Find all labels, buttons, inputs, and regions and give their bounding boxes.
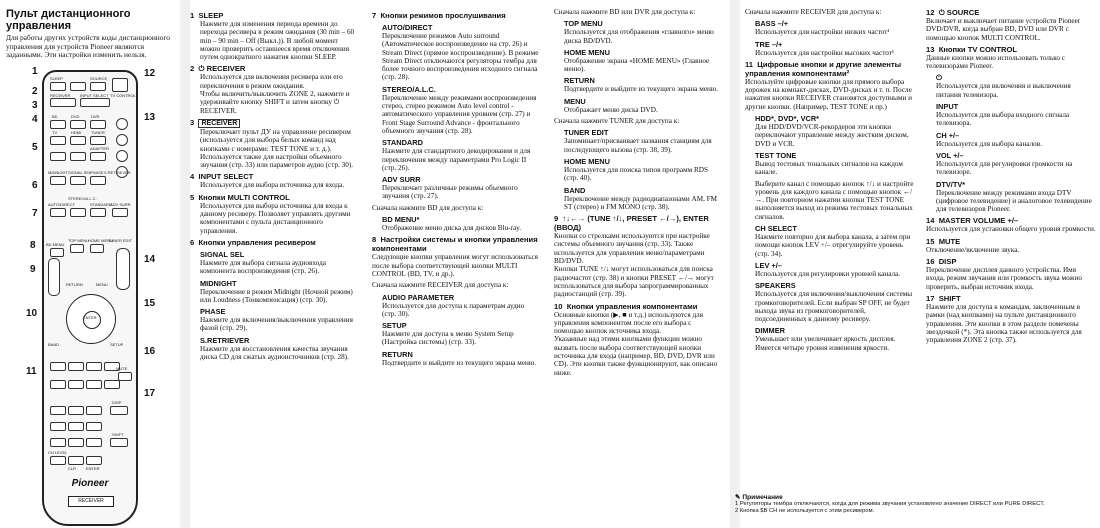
item-heading: AUDIO PARAMETER <box>382 292 455 302</box>
item-text: Используется для выбора каналов. <box>936 139 1042 148</box>
item-text: Используется для регулировки уровней канала. <box>755 269 901 278</box>
remote-button <box>50 208 66 217</box>
remote-label: TV CONTROL <box>110 93 136 98</box>
remote-button <box>90 208 106 217</box>
intro-text: Для работы других устройств коды дистанционного управления для устройств Pioneer являются заданными. Эти настройки изменить нельзя. <box>6 33 171 60</box>
remote-label: HDMI <box>71 130 82 135</box>
number-key <box>50 422 66 431</box>
section-text: Следующие кнопки управления могут использоваться после выбора соответствующей кнопки MULTI CONTROL (BD, TV, и др.). <box>372 253 538 278</box>
item-text: Нажмите для включения/выключения управления фазой (стр. 29). <box>200 316 353 333</box>
section-text: Используется для установки общего уровня громкости. <box>926 225 1096 234</box>
section-text: Переключение дисплея данного устройства. Имя входа, режим звучания или громкость звука можно проверить, выбрав источник входа. <box>926 266 1082 291</box>
remote-button <box>86 380 102 389</box>
remote-button <box>70 208 86 217</box>
section-heading: 14 MASTER VOLUME +/– <box>926 216 1019 226</box>
callout-number: 16 <box>144 346 156 357</box>
remote-label: PHASE <box>90 170 104 175</box>
item-text: Нажмите повторно для выбора канала, а затем при помощи кнопок LEV +/– отрегулируйте уровень (стр. 34). <box>755 233 911 258</box>
section-heading: 17 SHIFT <box>926 293 961 303</box>
remote-button <box>112 78 128 92</box>
remote-label: BD <box>52 114 58 119</box>
section-heading: 10 Кнопки управления компонентами <box>554 301 698 311</box>
column-2 <box>190 8 358 488</box>
section-heading: 6 Кнопки управления ресивером <box>190 237 316 247</box>
section-text: Отключение/включение звука. <box>926 245 1020 254</box>
remote-label: SHIFT <box>112 432 124 437</box>
footnote-line: 2 Кнопка $B CH не используется с этим ресивером. <box>735 508 875 514</box>
item-heading: AUTO/DIRECT <box>382 23 433 32</box>
remote-control-illustration <box>42 70 138 526</box>
item-heading: MENU <box>564 96 586 106</box>
remote-label: ADAPTER <box>90 146 109 151</box>
item-text: Отображение меню диска для дисков Blu-ray. <box>382 224 522 233</box>
item-heading: TUNER EDIT <box>564 128 609 138</box>
remote-label: RECEIVER <box>50 93 71 98</box>
remote-label: SOURCE <box>90 76 108 81</box>
callout-number: 14 <box>144 254 156 265</box>
remote-button <box>90 82 106 91</box>
section-heading: 7 Кнопки режимов прослушивания <box>372 11 506 20</box>
callout-number: 8 <box>30 240 36 251</box>
access-note: Сначала нажмите BD или DVR для доступа к: <box>554 8 696 16</box>
item-heading: ADV SURR <box>382 175 421 185</box>
callout-number: 5 <box>32 142 38 153</box>
remote-label: ENTER <box>86 466 100 471</box>
section-heading: 11 Цифровые кнопки и другие элементы управления компонентами² <box>745 59 902 78</box>
item-heading: MIDNIGHT <box>200 278 237 288</box>
remote-button <box>90 152 106 161</box>
section-text: Используется для выбора источника для входа к данному ресиверу. Позволяет управлять другими компонентами с пульта дистанционного управления. <box>200 201 351 235</box>
remote-button <box>86 362 102 371</box>
number-key <box>68 422 84 431</box>
number-key <box>68 438 84 447</box>
section-heading: 8 Настройки системы и кнопки управления компонентами <box>372 235 538 254</box>
section-text: Нажмите для доступа к командам, заключенным в рамки (над кнопками) на пульте дистанционного управления. Эти кнопки в этом разделе помечены звездочкой (*). Эта кнопка также используется для управления ZONE 2 (стр. 37). <box>926 302 1082 345</box>
section-heading: 9 ↑↓←→ (TUNE ↑/↓, PRESET ←/→), ENTER (ВВОД) <box>554 214 709 233</box>
receiver-label: RECEIVER <box>68 496 114 507</box>
item-text: Выберите канал с помощью кнопок ↑/↓ и настройте уровень для каждого канала с помощью кнопок ←/→. При повторном нажатии кнопки TEST TONE выполняется выход из режима тестовых тональных сигналов. <box>755 179 914 221</box>
item-heading: INPUT <box>936 102 959 112</box>
remote-label: CLR <box>68 466 77 471</box>
footnote: ✎ Примечание 1 Регуляторы тембра отключаются, когда для режима звучания установлено значение DIRECT или PURE DIRECT. 2 Кнопка $B CH не используется с этим ресивером. <box>735 493 1095 515</box>
item-text: Подтвердите и выйдите из текущего экрана меню. <box>382 358 537 367</box>
column-3 <box>372 8 540 488</box>
item-text: Переключение между радиодиапазонами AM, FM ST (стерео) и FM MONO (стр. 38). <box>564 194 718 211</box>
callout-number: 7 <box>32 208 38 219</box>
number-key <box>50 438 66 447</box>
callout-number: 10 <box>26 308 38 319</box>
item-heading: DIMMER <box>755 326 785 336</box>
remote-button <box>68 380 84 389</box>
remote-label: SIGNAL SEL <box>68 170 92 175</box>
item-text: Отображает меню диска DVD. <box>564 105 658 114</box>
remote-button <box>90 244 104 253</box>
remote-button <box>50 362 66 371</box>
item-text: Используется для выбора входного сигнала телевизора. <box>936 111 1070 128</box>
remote-label: STEREO/A.L.C. <box>68 196 97 201</box>
item-heading: SPEAKERS <box>755 281 796 291</box>
item-heading: HOME MENU <box>564 156 610 166</box>
item-heading: RETURN <box>564 76 595 86</box>
remote-button <box>90 120 106 129</box>
item-text: Используется для включения и выключения питания телевизора. <box>936 82 1071 99</box>
callout-number: 13 <box>144 112 156 123</box>
callout-number: 1 <box>32 66 38 77</box>
number-key <box>86 438 102 447</box>
item-heading: LEV +/– <box>755 260 782 270</box>
number-key <box>50 456 66 465</box>
item-heading: TRE –/+ <box>755 39 783 49</box>
item-heading: TEST TONE <box>755 150 797 160</box>
remote-label: MUTE <box>116 366 128 371</box>
tune-rocker <box>48 258 60 296</box>
page-title: Пульт дистанционного управления <box>6 8 131 32</box>
item-heading: HDD*, DVD*, VCR* <box>755 114 820 124</box>
remote-button <box>50 380 66 389</box>
section-heading: 13 Кнопки TV CONTROL <box>926 44 1018 54</box>
remote-label: BAND <box>48 342 60 347</box>
remote-label: TUNER <box>91 130 105 135</box>
item-heading: DTV/TV* <box>936 179 966 189</box>
item-text: Подтвердите и выйдите из текущего экрана меню. <box>564 85 719 94</box>
callout-number: 6 <box>32 180 38 191</box>
section-text: Используется для выбора источника для входа. <box>200 181 345 190</box>
remote-label: BD MENU <box>46 242 65 247</box>
remote-label: INPUT SELECT <box>80 93 109 98</box>
item-text: Переключение между режимами входа DTV (цифровое телевидение) и аналоговое телевидение для телевизоров Pioneer. <box>936 188 1092 214</box>
section-text: Кнопки TUNE ↑/↓ могут использоваться для поиска радиочастот (стр. 38) и кнопки PRESET ←/→ могут использоваться для выбора запрограммированных радиостанций (стр. 39). <box>554 265 714 299</box>
item-text: Используется для отображения «главного» меню диска BD/DVD. <box>564 28 714 45</box>
item-text: Уменьшает или увеличивает яркость дисплея. Имеется четыре уровня изменения яркости. <box>755 335 896 352</box>
remote-button <box>50 120 66 129</box>
remote-button <box>90 136 106 145</box>
note-icon: ✎ <box>735 494 741 501</box>
item-heading: SETUP <box>382 321 407 331</box>
callout-number: 4 <box>32 114 38 125</box>
item-heading: BAND <box>564 185 586 195</box>
remote-label: DISP <box>112 400 122 405</box>
remote-button <box>116 150 128 162</box>
section-heading: 16 DISP <box>926 257 957 267</box>
disp-button <box>110 406 128 415</box>
remote-label: DVR <box>91 114 100 119</box>
remote-label: TV <box>52 130 58 135</box>
section-heading: 1 SLEEP <box>190 11 224 20</box>
callout-number: 9 <box>30 264 36 275</box>
item-heading: STEREO/A.L.C. <box>382 84 436 94</box>
item-text: Отображение экрана «HOME MENU» (Главное меню). <box>564 56 710 74</box>
remote-button <box>70 120 86 129</box>
section-heading: 5 Кнопки MULTI CONTROL <box>190 192 290 202</box>
section-text: Указанные над этими кнопками функции можно вызвать после выбора соответствующей кнопки источника для входа (например, BD, DVD, DVR или CD). Эти кнопки также функционируют, как описано ниже. <box>554 335 718 377</box>
access-note: Сначала нажмите TUNER для доступа к: <box>554 117 680 126</box>
remote-button <box>80 98 110 107</box>
remote-label: HOME MENU <box>88 238 113 243</box>
remote-button <box>68 362 84 371</box>
item-heading: CH SELECT <box>755 224 797 234</box>
item-heading: SIGNAL SEL <box>200 249 245 259</box>
section-heading: 15 MUTE <box>926 236 961 246</box>
callout-number: 11 <box>26 366 37 377</box>
remote-button <box>104 380 120 389</box>
item-text: Используется для настройки низких частот¹ <box>755 28 890 37</box>
remote-button <box>50 152 66 161</box>
item-text: Нажмите для доступа к меню System Setup (Настройка системы) (стр. 33). <box>382 330 514 347</box>
item-heading: VOL +/– <box>936 150 964 160</box>
remote-button <box>116 134 128 146</box>
number-key <box>50 406 66 415</box>
number-key <box>68 456 84 465</box>
remote-label: SLEEP <box>50 76 63 81</box>
remote-button <box>70 136 86 145</box>
section-heading: 3 RECEIVER <box>190 118 358 128</box>
item-heading: PHASE <box>200 307 226 317</box>
section-text: Используйте цифровые кнопки для прямого выбора дорожек на компакт-дисках, DVD-дисках и т. п. После нажатия кнопки RECEIVER становятся доступными и другие кнопки. (Например, TEST TONE и пр.) <box>745 77 912 111</box>
section-heading: 4 INPUT SELECT <box>190 172 254 182</box>
callout-number: 17 <box>144 388 156 399</box>
remote-label: S.RETRIEVER <box>104 170 131 175</box>
item-heading: RETURN <box>382 349 413 359</box>
section-heading: 12 ⏻ SOURCE <box>926 8 980 17</box>
remote-button <box>50 98 76 107</box>
column-4 <box>554 8 722 488</box>
section-text: Переключает пульт ДУ на управление ресивером (используется для выбора белых команд над кнопками с номерами: TEST TONE и т. д.). Используется также для настройки объемного звучания (стр. 33) или параметров аудио (стр. 30). <box>200 127 354 170</box>
section-text: Основные кнопки (▶, ■ и т.д.) используются для управления компонентом после его выбора с помощью кнопок источника входа. <box>554 310 704 336</box>
remote-button <box>50 82 66 91</box>
column-5 <box>745 8 917 488</box>
item-heading: HOME MENU <box>564 47 610 57</box>
item-text: Запоминает/присваивает названия станциям для последующего вызова (стр. 38, 39). <box>564 137 712 154</box>
callout-number: 3 <box>32 100 38 111</box>
section-text: Кнопки со стрелками используются при настройке системы объемного звучания (стр. 33). Также используется для управления меню/параметрами BD/DVD. <box>554 232 710 266</box>
remote-button <box>70 82 86 91</box>
remote-label: STANDARD <box>90 202 112 207</box>
item-text: Нажмите для восстановления качества звучания диска CD для сжатых аудиоисточников (стр. 28). <box>200 344 349 362</box>
section-text: Включает и выключает питание устройств Pioneer DVD/DVR, когда выбран BD, DVD или DVR с помощью кнопок MULTI CONTROL. <box>926 17 1081 42</box>
remote-button <box>50 136 66 145</box>
number-key <box>68 406 84 415</box>
remote-label: SETUP <box>110 342 124 347</box>
item-text: Переключение между режимами воспроизведения стерео, стерео режимом Auto level control - автоматического управления уровнем (стр. 27) и Front Stage Surround Advance - фронтального объемного звучания (стр. 28). <box>382 93 537 135</box>
item-heading: ⏻ <box>936 73 942 83</box>
number-key <box>86 406 102 415</box>
remote-label: DVD <box>71 114 80 119</box>
column-shade <box>730 0 740 528</box>
pioneer-logo: Pioneer <box>71 478 109 489</box>
item-text: Используется для включения/выключения системы громкоговорителей. Если выбран SP OFF, не будет выхода звука из громкоговорителей, подсоединенных к данному ресиверу. <box>755 290 913 324</box>
callout-number: 2 <box>32 86 38 97</box>
footnote-line: 1 Регуляторы тембра отключаются, когда для режима звучания установлено значение DIRECT или PURE DIRECT. <box>735 501 1045 507</box>
item-heading: BD MENU* <box>382 215 420 225</box>
volume-rocker <box>116 248 130 290</box>
remote-button <box>70 244 84 253</box>
item-text: Нажмите для выбора сигнала аудиовхода компонента воспроизведения (стр. 26). <box>200 258 326 276</box>
remote-button <box>116 118 128 130</box>
item-heading: BASS –/+ <box>755 19 789 29</box>
remote-label: TUNER EDIT <box>108 238 132 243</box>
remote-label: CH LEVEL <box>48 450 68 455</box>
number-key <box>86 456 102 465</box>
enter-key <box>83 311 101 329</box>
column-6 <box>926 8 1096 488</box>
mute-button <box>118 372 132 381</box>
column-shade <box>180 0 190 528</box>
callout-number: 15 <box>144 298 156 309</box>
callout-number: 12 <box>144 68 156 79</box>
item-heading: S.RETRIEVER <box>200 335 250 345</box>
item-text: Для HDD/DVD/VCR-рекордеров эти кнопки переключают управление между жестким диском, DVD и VCR. <box>755 123 909 148</box>
remote-button <box>112 208 128 217</box>
item-text: Используется для поиска типов программ RDS (стр. 40). <box>564 165 708 183</box>
access-note: Сначала нажмите RECEIVER для доступа к: <box>745 8 882 16</box>
section-text: Данные кнопки можно использовать только с телевизорами Pioneer. <box>926 53 1065 71</box>
section-text: Чтобы включить/выключить ZONE 2, нажмите и удерживайте кнопку SHIFT и затем кнопку ⏻ RECEIVER. <box>200 90 350 115</box>
item-heading: CH +/– <box>936 130 960 140</box>
item-heading: TOP MENU <box>564 19 603 29</box>
remote-button <box>90 176 106 185</box>
remote-button <box>50 248 64 257</box>
shift-button <box>110 438 128 447</box>
access-note: Сначала нажмите BD для доступа к: <box>372 203 484 212</box>
remote-label: AUTO/DIRECT <box>48 202 76 207</box>
remote-label: ADV SURR <box>110 202 131 207</box>
remote-button <box>70 152 86 161</box>
remote-label: ENTER <box>83 315 97 320</box>
item-text: Переключает различные режимы объемного звучания (стр. 27). <box>382 184 518 201</box>
item-heading: STANDARD <box>382 138 423 148</box>
item-text: Вывод тестовых тональных сигналов на каждом канале. <box>755 159 903 177</box>
item-text: Переключение в режим Midnight (Ночной режим) или Loudness (Тонкомпенсация) (стр. 30). <box>200 287 353 304</box>
section-text: Используется для включения ресивера или его переключения в режим ожидания. <box>200 73 343 90</box>
remote-button <box>50 176 66 185</box>
item-text: Используется для регулировки громкости на телевизоре. <box>936 159 1073 177</box>
remote-label: MIDNIGHT <box>48 170 68 175</box>
item-text: Переключение режимов Auto surround (Автоматическое воспроизведение на стр. 26) и Stream Direct (прямое воспроизведение). В режиме Stream Direct отключаются регуляторы тембра для более точного воспроизведения исходного сигнала (стр. 28). <box>382 32 539 82</box>
item-text: Используется для настройки высоких частот¹ <box>755 48 895 57</box>
number-key <box>86 422 102 431</box>
remote-label: MENU <box>96 282 108 287</box>
remote-button <box>70 176 86 185</box>
item-text: Нажмите для стандартного декодирования и для переключения между параметрами Pro Logic II (стр. 26). <box>382 147 531 172</box>
item-text: Используется для доступа к параметрам аудио (стр. 30). <box>382 301 525 318</box>
section-heading: 2 ⏻ RECEIVER <box>190 64 246 74</box>
section-text: Нажмите для изменения периода времени до перехода ресивера в режим ожидания (30 min – 60 min – 90 min – Off (Выкл.)). В любой момент можно проверить оставшееся время отключения путем однократного нажатия кнопки SLEEP. <box>200 20 355 62</box>
access-note: Сначала нажмите RECEIVER для доступа к: <box>372 281 509 290</box>
remote-label: TOP MENU <box>68 238 89 243</box>
remote-label: RETURN <box>66 282 83 287</box>
